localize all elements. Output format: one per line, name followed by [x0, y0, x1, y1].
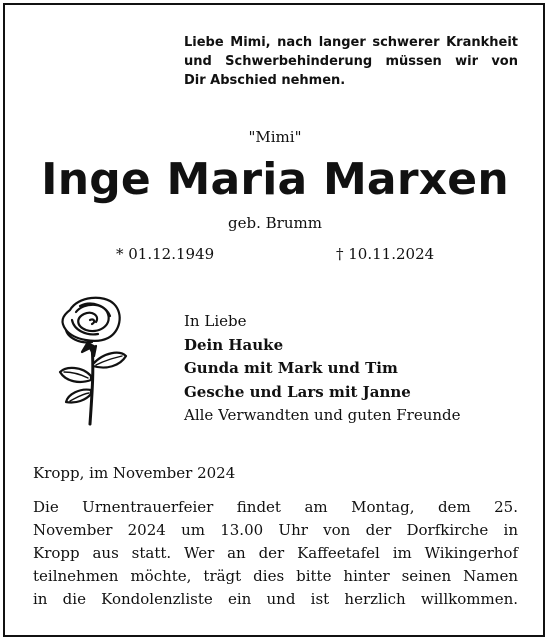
mourner-line: Gunda mit Mark und Tim: [184, 359, 398, 377]
intro-line: Dir Abschied nehmen.: [184, 73, 346, 88]
mourner-line: Dein Hauke: [184, 335, 284, 354]
death-date: † 10.11.2024: [336, 245, 435, 263]
notice-line: November 2024 um 13.00 Uhr von der Dorfkirche in: [33, 521, 518, 539]
notice-line: in die Kondolenzliste ein und ist herzlich willkommen.: [33, 590, 518, 608]
notice-line: Kropp aus statt. Wer an der Kaffeetafel im Wikingerhof: [33, 544, 518, 562]
mourner-line: Alle Verwandten und guten Freunde: [184, 406, 461, 424]
intro-text: [184, 33, 518, 90]
notice-line: Die Urnentrauerfeier findet am Montag, dem 25.: [33, 498, 518, 516]
notice-line: teilnehmen möchte, trägt dies bitte hinter seinen Namen: [33, 567, 518, 585]
intro-line: und Schwerbehinderung müssen wir von: [184, 54, 518, 69]
birth-date: * 01.12.1949: [116, 245, 215, 263]
place-date: Kropp, im November 2024: [33, 464, 236, 482]
deceased-name: Inge Maria Marxen: [41, 154, 509, 205]
nickname: "Mimi": [248, 128, 302, 146]
maiden-name: geb. Brumm: [228, 214, 322, 232]
mourner-line: Gesche und Lars mit Janne: [184, 382, 411, 401]
rose-icon: [52, 290, 134, 430]
intro-line: Liebe Mimi, nach langer schwerer Krankheit: [184, 35, 518, 50]
mourners-list: [184, 310, 461, 428]
mourner-line: In Liebe: [184, 312, 247, 330]
funeral-notice: [33, 496, 518, 611]
